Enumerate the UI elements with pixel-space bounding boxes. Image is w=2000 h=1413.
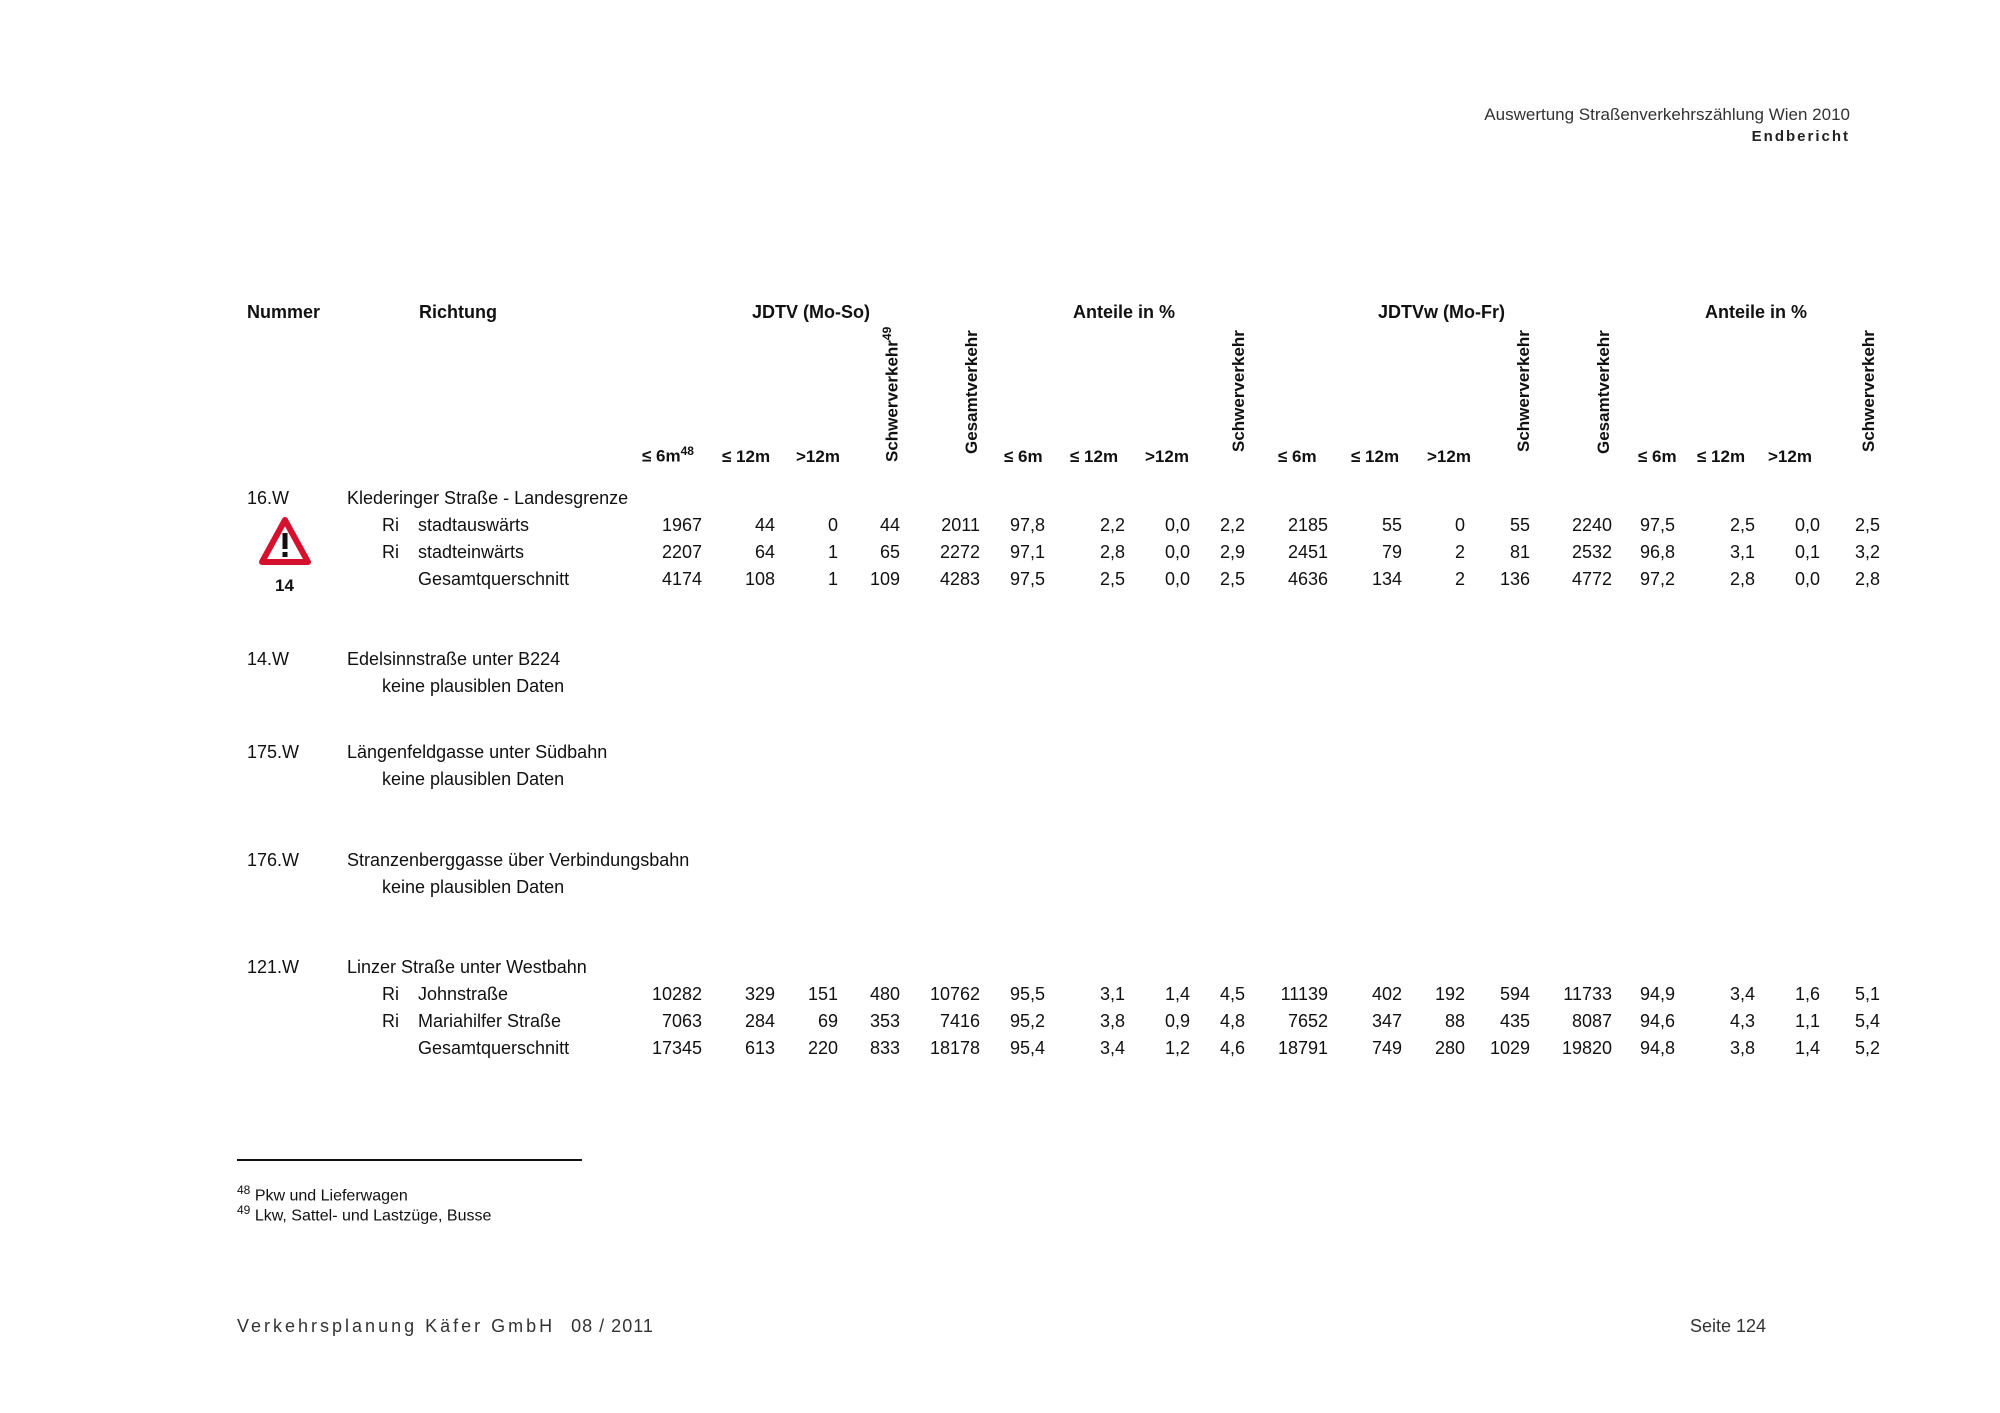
table-cell: 0,1: [1794, 542, 1820, 562]
table-cell: 97,8: [1009, 515, 1045, 535]
section-note: keine plausiblen Daten: [382, 877, 565, 897]
section-title: Edelsinnstraße unter B224: [347, 649, 561, 669]
table-cell: 3,4: [1099, 1038, 1125, 1058]
table-cell: 10762: [929, 984, 980, 1004]
table-cell: 280: [1434, 1038, 1465, 1058]
table-cell: 94,8: [1639, 1038, 1675, 1058]
table-cell: 0: [1454, 515, 1465, 535]
col-richtung: Richtung: [419, 302, 497, 322]
footer-page: Seite 124: [1690, 1316, 1767, 1336]
table-cell: 2185: [1287, 515, 1328, 535]
section-title: Klederinger Straße - Landesgrenze: [347, 488, 629, 508]
sub-le12m-4: ≤ 12m: [1697, 447, 1746, 466]
row-label: stadteinwärts: [418, 542, 525, 562]
table-cell: 18178: [929, 1038, 980, 1058]
table-cell: 97,1: [1009, 542, 1045, 562]
section-note: keine plausiblen Daten: [382, 676, 565, 696]
sub-le6m-3: ≤ 6m: [1278, 447, 1317, 466]
sub-gt12m-2: >12m: [1145, 447, 1189, 466]
rot-schwerverkehr-4: Schwerverkehr: [1859, 330, 1878, 452]
sub-gt12m-4: >12m: [1768, 447, 1812, 466]
table-cell: 97,2: [1639, 569, 1675, 589]
rot-schwerverkehr-3: Schwerverkehr: [1514, 330, 1533, 452]
table-cell: 3,8: [1729, 1038, 1755, 1058]
table-cell: 2240: [1571, 515, 1612, 535]
table-cell: 44: [879, 515, 900, 535]
table-cell: 2,8: [1099, 542, 1125, 562]
table-cell: 2,5: [1219, 569, 1245, 589]
table-cell: 3,8: [1099, 1011, 1125, 1031]
table-cell: 7063: [661, 1011, 702, 1031]
table-cell: 4772: [1571, 569, 1612, 589]
table-cell: 402: [1371, 984, 1402, 1004]
rot-schwerverkehr-1: Schwerverkehr$^{49}$: [880, 326, 902, 462]
table-cell: 3,1: [1099, 984, 1125, 1004]
table-cell: 11139: [1280, 984, 1328, 1004]
table-cell: 55: [1381, 515, 1402, 535]
table-cell: 0,0: [1164, 542, 1190, 562]
table-cell: 1,4: [1164, 984, 1190, 1004]
sub-le12m-3: ≤ 12m: [1351, 447, 1400, 466]
section-nummer: 14.W: [247, 649, 290, 669]
table-cell: 94,6: [1639, 1011, 1675, 1031]
table-cell: 5,1: [1854, 984, 1880, 1004]
table-cell: 97,5: [1009, 569, 1045, 589]
table-cell: 3,4: [1729, 984, 1755, 1004]
row-ri: Ri: [382, 515, 399, 535]
section-nummer: 176.W: [247, 850, 300, 870]
sub-le12m-1: ≤ 12m: [722, 447, 771, 466]
section-note: keine plausiblen Daten: [382, 769, 565, 789]
table-cell: 1967: [661, 515, 702, 535]
table-cell: 2: [1454, 542, 1465, 562]
table-cell: 44: [754, 515, 775, 535]
table-cell: 151: [807, 984, 838, 1004]
row-label: Gesamtquerschnitt: [418, 569, 570, 589]
table-cell: 0,0: [1794, 569, 1820, 589]
table-cell: 3,1: [1729, 542, 1755, 562]
table-cell: 0: [827, 515, 838, 535]
table-cell: 3,2: [1854, 542, 1880, 562]
table-cell: 0,0: [1794, 515, 1820, 535]
table-cell: 1: [827, 569, 838, 589]
table-cell: 5,2: [1854, 1038, 1880, 1058]
sub-gt12m-3: >12m: [1427, 447, 1471, 466]
table-cell: 4,8: [1219, 1011, 1245, 1031]
table-cell: 134: [1371, 569, 1402, 589]
sub-le6m-2: ≤ 6m: [1004, 447, 1043, 466]
section-title: Stranzenberggasse über Verbindungsbahn: [347, 850, 690, 870]
table-cell: 108: [744, 569, 775, 589]
table-cell: 2,2: [1099, 515, 1125, 535]
section-nummer: 121.W: [247, 957, 300, 977]
table-cell: 4,3: [1729, 1011, 1755, 1031]
table-cell: 95,4: [1009, 1038, 1045, 1058]
table-cell: 2532: [1571, 542, 1612, 562]
table-cell: 1,4: [1794, 1038, 1820, 1058]
table-cell: 10282: [651, 984, 702, 1004]
footnote-49: $^{49}$ Lkw, Sattel- und Lastzüge, Busse: [237, 1203, 492, 1225]
table-cell: 4283: [939, 569, 980, 589]
table-cell: 0,0: [1164, 569, 1190, 589]
table-cell: 480: [869, 984, 900, 1004]
table-cell: 2,5: [1854, 515, 1880, 535]
table-cell: 220: [807, 1038, 838, 1058]
table-cell: 4,5: [1219, 984, 1245, 1004]
sub-gt12m-1: >12m: [796, 447, 840, 466]
table-cell: 4174: [661, 569, 702, 589]
row-label: Gesamtquerschnitt: [418, 1038, 570, 1058]
rot-gesamtverkehr-1: Gesamtverkehr: [962, 330, 981, 454]
table-cell: 4636: [1287, 569, 1328, 589]
sub-le6m-4: ≤ 6m: [1638, 447, 1677, 466]
table-cell: 79: [1381, 542, 1402, 562]
warning-number: 14: [275, 576, 294, 595]
table-cell: 1,1: [1794, 1011, 1820, 1031]
table-cell: 353: [869, 1011, 900, 1031]
footnote-divider: [237, 1159, 582, 1161]
table-cell: 2: [1454, 569, 1465, 589]
table-cell: 11733: [1563, 984, 1612, 1004]
table-cell: 97,5: [1639, 515, 1675, 535]
rot-schwerverkehr-2: Schwerverkehr: [1229, 330, 1248, 452]
table-cell: 55: [1509, 515, 1530, 535]
table-cell: 19820: [1561, 1038, 1612, 1058]
table-cell: 284: [744, 1011, 775, 1031]
table-cell: 65: [879, 542, 900, 562]
col-nummer: Nummer: [247, 302, 321, 322]
footer-company: Verkehrsplanung Käfer GmbH 08 / 2011: [237, 1316, 654, 1336]
table-cell: 1,2: [1164, 1038, 1190, 1058]
table-cell: 96,8: [1639, 542, 1675, 562]
table-cell: 2,8: [1854, 569, 1880, 589]
table-cell: 1,6: [1794, 984, 1820, 1004]
table-cell: 594: [1499, 984, 1530, 1004]
table-cell: 2272: [939, 542, 980, 562]
table-cell: 81: [1509, 542, 1530, 562]
table-cell: 0,0: [1164, 515, 1190, 535]
table-cell: 2,9: [1219, 542, 1245, 562]
table-cell: 329: [744, 984, 775, 1004]
table-cell: 95,2: [1009, 1011, 1045, 1031]
row-ri: Ri: [382, 1011, 399, 1031]
section-title: Linzer Straße unter Westbahn: [347, 957, 587, 977]
table-cell: 192: [1434, 984, 1465, 1004]
section-nummer: 175.W: [247, 742, 300, 762]
col-anteile-1: Anteile in %: [1073, 302, 1176, 322]
table-cell: 2,5: [1099, 569, 1125, 589]
table-cell: 2,8: [1729, 569, 1755, 589]
col-anteile-2: Anteile in %: [1705, 302, 1808, 322]
table-cell: 17345: [651, 1038, 702, 1058]
table-cell: 95,5: [1009, 984, 1045, 1004]
table-cell: 347: [1371, 1011, 1402, 1031]
table-cell: 2011: [941, 515, 980, 535]
rot-gesamtverkehr-2: Gesamtverkehr: [1594, 330, 1613, 454]
table-cell: 2451: [1287, 542, 1328, 562]
header-title: Auswertung Straßenverkehrszählung Wien 2010: [1484, 105, 1850, 124]
row-label: stadtauswärts: [418, 515, 530, 535]
table-cell: 18791: [1277, 1038, 1328, 1058]
col-jdtvw: JDTVw (Mo-Fr): [1378, 302, 1505, 322]
table-cell: 64: [754, 542, 775, 562]
row-ri: Ri: [382, 542, 399, 562]
table-cell: 7416: [939, 1011, 980, 1031]
table-cell: 136: [1499, 569, 1530, 589]
sub-le6m-1: ≤ $6m^{48}$: [642, 444, 694, 466]
row-label: Mariahilfer Straße: [418, 1011, 562, 1031]
row-label: Johnstraße: [418, 984, 509, 1004]
table-cell: 1029: [1489, 1038, 1530, 1058]
table-cell: 88: [1444, 1011, 1465, 1031]
footnote-48: $^{48}$ Pkw und Lieferwagen: [237, 1183, 408, 1205]
row-ri: Ri: [382, 984, 399, 1004]
table-cell: 1: [827, 542, 838, 562]
table-cell: 613: [744, 1038, 775, 1058]
sub-le12m-2: ≤ 12m: [1070, 447, 1119, 466]
table-cell: 0,9: [1164, 1011, 1190, 1031]
table-cell: 69: [817, 1011, 838, 1031]
table-cell: 5,4: [1854, 1011, 1880, 1031]
table-cell: 7652: [1287, 1011, 1328, 1031]
table-cell: 109: [869, 569, 900, 589]
table-cell: 4,6: [1219, 1038, 1245, 1058]
table-cell: 2,2: [1219, 515, 1245, 535]
table-cell: 2,5: [1729, 515, 1755, 535]
header-subtitle: Endbericht: [1751, 128, 1850, 145]
table-cell: 2207: [661, 542, 702, 562]
section-nummer: 16.W: [247, 488, 290, 508]
table-cell: 8087: [1571, 1011, 1612, 1031]
table-cell: 94,9: [1639, 984, 1675, 1004]
table-cell: 749: [1371, 1038, 1402, 1058]
warning-sign-icon: [259, 517, 311, 565]
table-cell: 833: [869, 1038, 900, 1058]
table-cell: 435: [1499, 1011, 1530, 1031]
col-jdtv: JDTV (Mo-So): [752, 302, 870, 322]
section-title: Längenfeldgasse unter Südbahn: [347, 742, 608, 762]
